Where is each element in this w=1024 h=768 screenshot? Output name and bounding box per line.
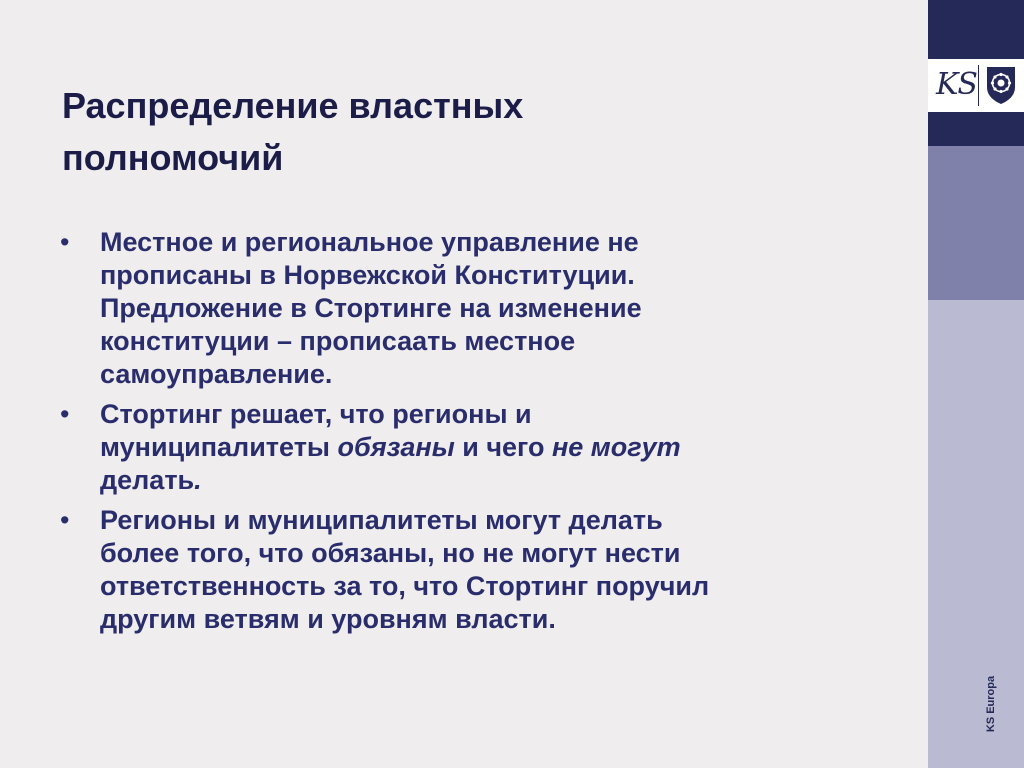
shield-emblem-icon (985, 65, 1017, 105)
sidebar-band-light (928, 300, 1024, 768)
sidebar-band-top (928, 0, 1024, 59)
bullet-item-3 (60, 504, 890, 636)
bullet-1-line-5: самоуправление. (100, 359, 333, 389)
bullet-1-line-2: прописаны в Норвежской Конституции. (100, 260, 635, 290)
ks-logo-text: KS (936, 67, 977, 102)
bullet-3-line-1: Регионы и муниципалитеты могут делать (100, 505, 663, 535)
bullet-1-line-1: Местное и региональное управление не (100, 227, 639, 257)
title-line-1: Распределение властных (62, 85, 524, 126)
bullet-dot: • (60, 227, 70, 257)
ks-europa-label: KS Europa (985, 675, 997, 733)
logo-area (928, 59, 1024, 112)
sidebar-band-mid (928, 146, 1024, 300)
bullet-2-line-2 (100, 431, 890, 464)
bullet-2-emphasis-obliged: обязаны (337, 432, 455, 462)
title-line-2: полномочий (62, 137, 284, 178)
bullet-1-line-4: конституции – прописаать местное (100, 326, 576, 356)
bullet-2-emphasis-cannot: не могут (551, 432, 681, 462)
bullet-3-line-2: более того, что обязаны, но не могут нести (100, 538, 681, 568)
bullet-list (60, 226, 890, 643)
bullet-dot: • (60, 399, 70, 429)
bullet-item-2 (60, 398, 890, 497)
bullet-3-line-3: ответственность за то, что Стортинг поручил (100, 571, 710, 601)
brand-sidebar (928, 0, 1024, 768)
bullet-3-line-4: другим ветвям и уровням власти. (100, 604, 556, 634)
slide-title (62, 80, 862, 184)
sidebar-band-dark (928, 112, 1024, 146)
bullet-item-1 (60, 226, 890, 391)
logo-divider (978, 65, 979, 106)
bullet-2-text-a: муниципалитеты (100, 432, 338, 462)
bullet-2-line-3 (100, 464, 890, 497)
bullet-2-emphasis-period: . (194, 465, 202, 495)
bullet-dot: • (60, 505, 70, 535)
bullet-2-text-c: делать (100, 465, 195, 495)
bullet-2-line-1: Стортинг решает, что регионы и (100, 399, 532, 429)
bullet-1-line-3: Предложение в Стортинге на изменение (100, 293, 642, 323)
bullet-2-text-b: и чего (454, 432, 552, 462)
